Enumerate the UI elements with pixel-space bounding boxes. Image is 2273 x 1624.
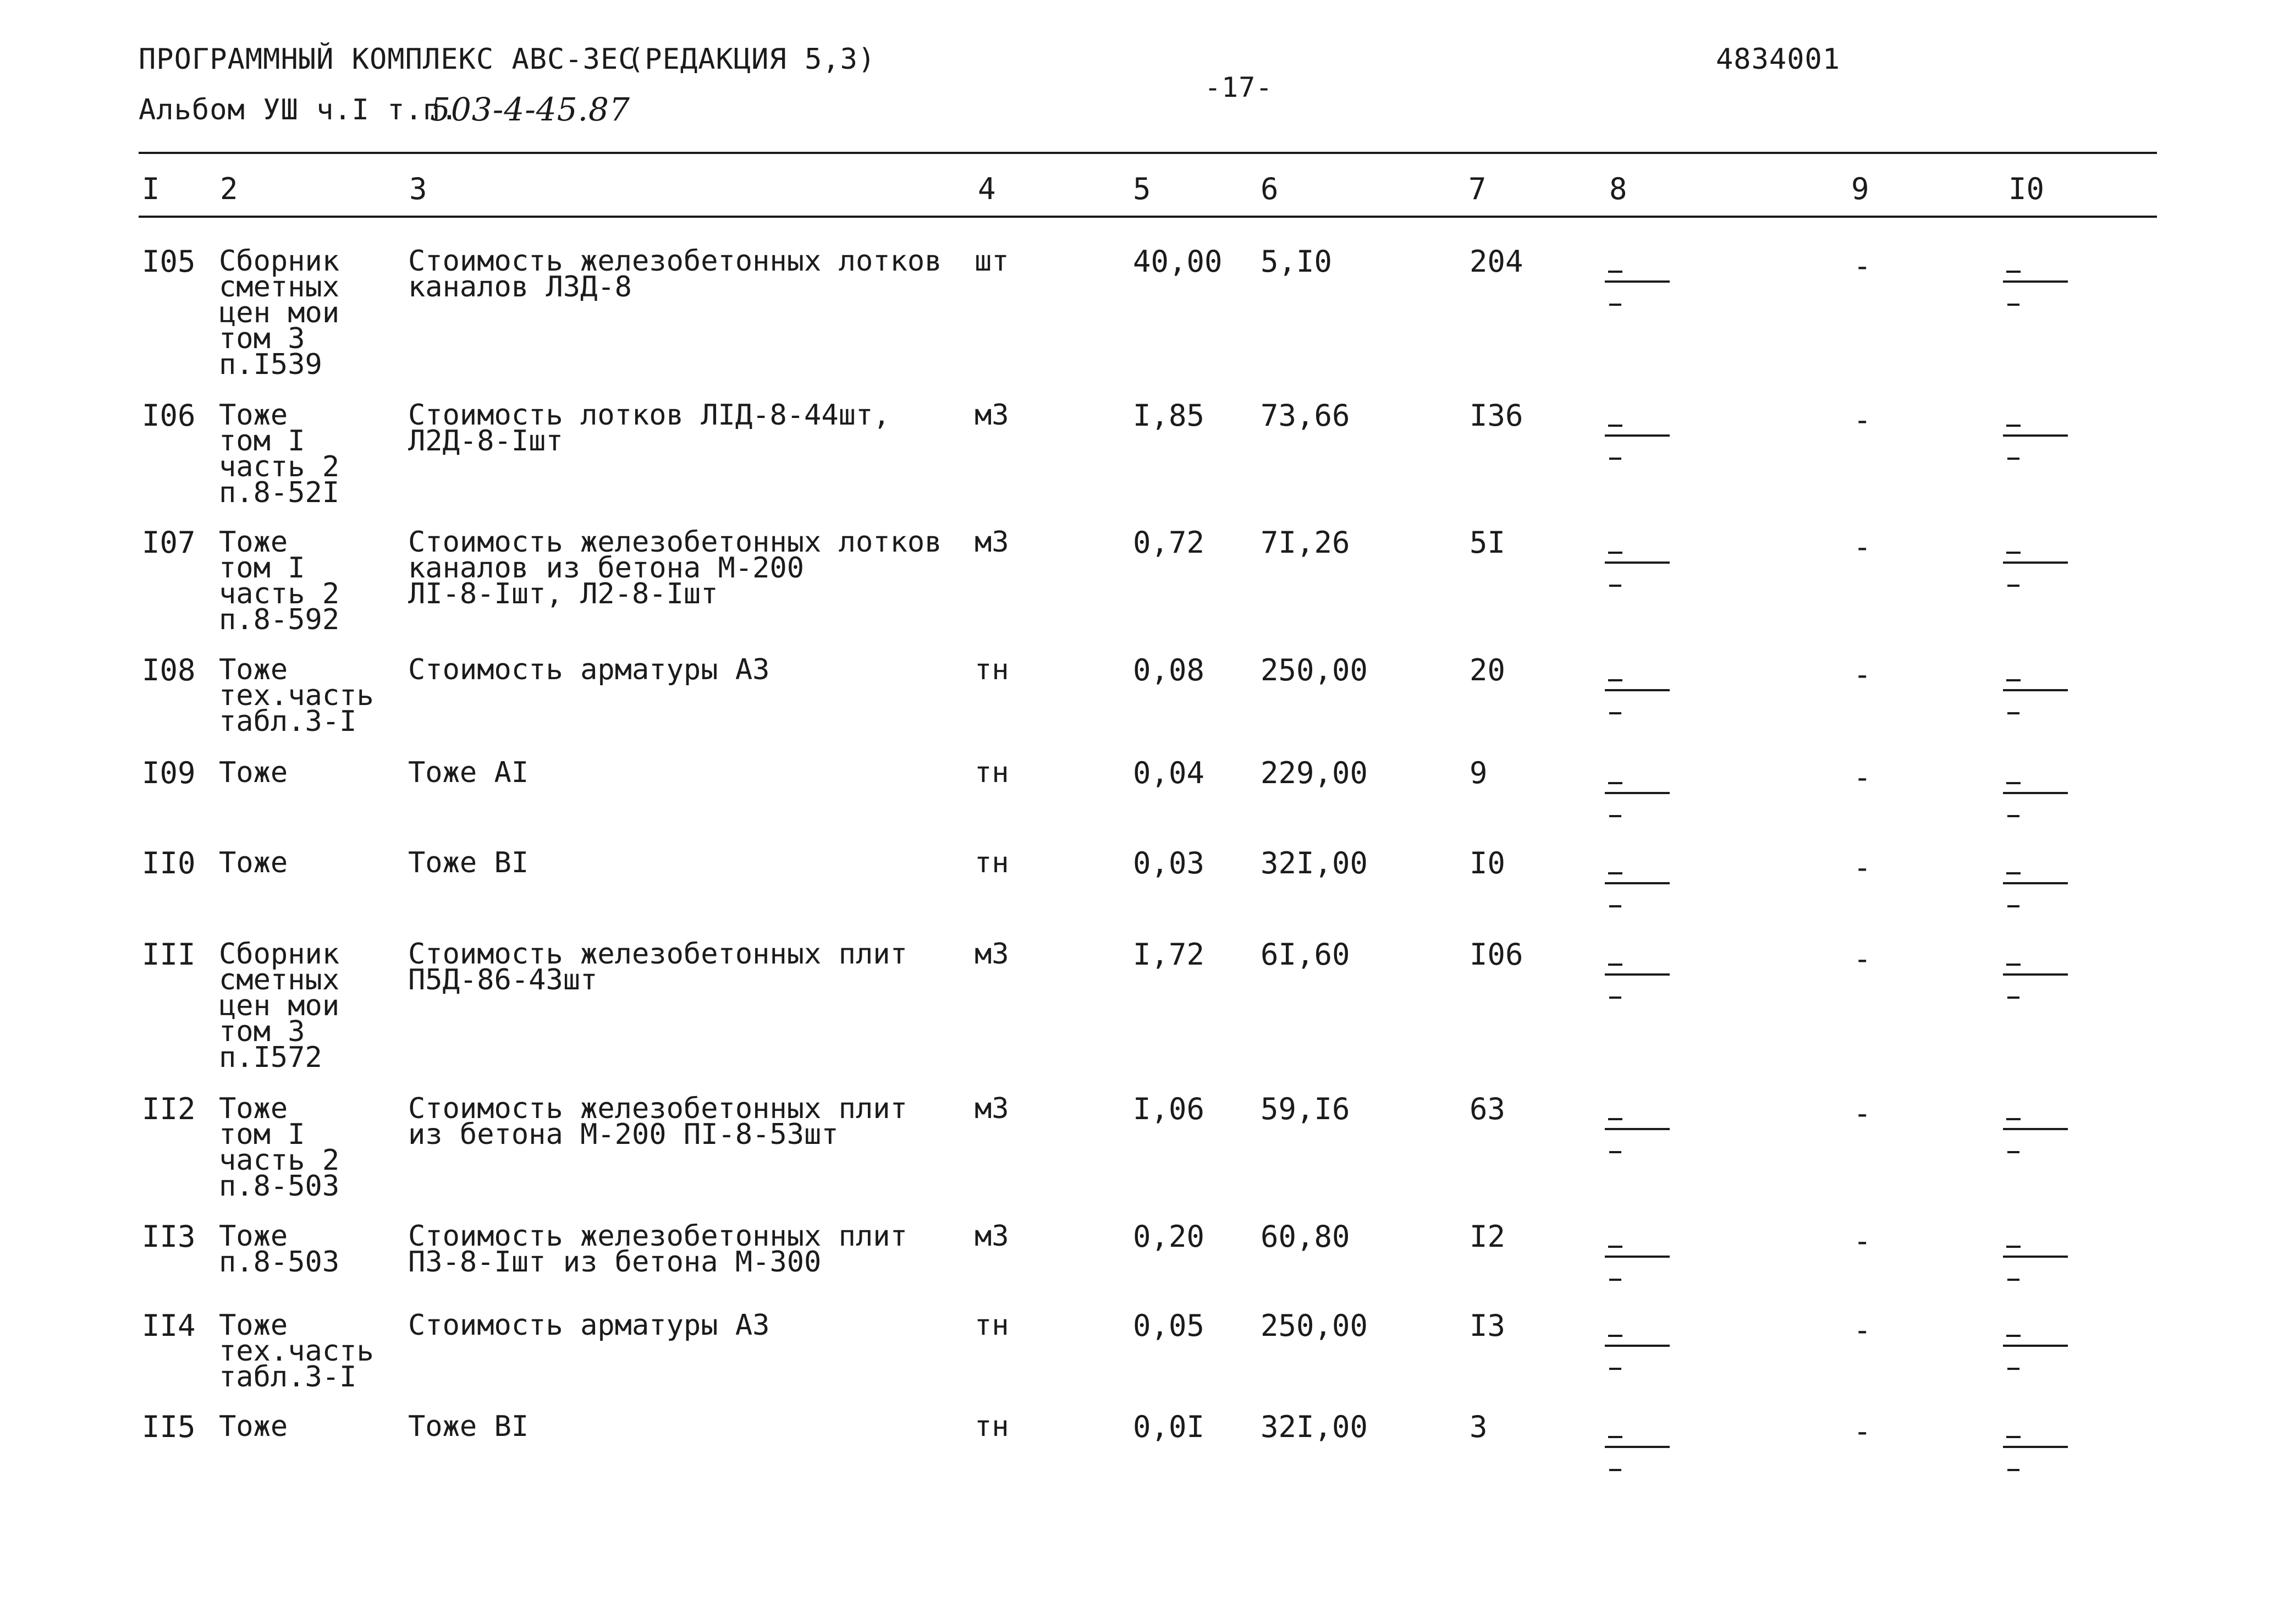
col9-dash: - [1853,403,1872,437]
row-total: I2 [1470,1219,1506,1254]
dash-stroke [2003,1345,2068,1347]
dash-stroke [1605,1256,1670,1258]
row-quantity: 0,08 [1133,653,1205,687]
row-source: Сборник сметных цен мои том 3 п.I539 [219,245,340,381]
table-row [0,1410,2273,1524]
row-unit: тн [975,653,1009,686]
row-quantity: 40,00 [1133,244,1223,279]
dash-stroke [1609,1469,1621,1471]
dash-stroke [1609,905,1621,907]
dash-stroke [2006,271,2021,273]
row-source: Тоже том I часть 2 п.8-503 [219,1092,340,1203]
dash-stroke [1609,458,1621,460]
row-description: Стоимость лотков ЛІД-8-44шт, Л2Д-8-Iшт [408,399,890,458]
row-description: Стоимость железобетонных плит из бетона М-200 ПI-8-53шт [408,1092,907,1151]
table-row [0,937,2273,1074]
row-quantity: 0,0I [1133,1410,1205,1444]
dash-stroke [2006,1118,2021,1120]
col10-ditto-mark [2000,530,2071,590]
dash-stroke [1608,552,1622,554]
row-unit-price: 5,I0 [1261,244,1333,279]
row-quantity: 0,05 [1133,1308,1205,1343]
dash-stroke [2006,1436,2021,1438]
col10-ditto-mark [2000,850,2071,911]
column-header-2: 2 [220,172,238,206]
dash-stroke [1605,792,1670,794]
col8-ditto-mark [1601,760,1673,821]
row-unit: м3 [975,1092,1009,1125]
col10-ditto-mark [2000,1096,2071,1157]
column-header-1: I [142,172,160,206]
column-header-8: 8 [1609,172,1627,206]
row-total: 3 [1470,1410,1488,1444]
col8-ditto-mark [1601,1096,1673,1157]
header-bottom-rule [139,216,2157,218]
dash-stroke [1608,271,1622,273]
dash-stroke [2007,585,2019,587]
col9-dash: - [1853,850,1872,885]
row-unit-price: 60,80 [1261,1219,1350,1254]
dash-stroke [1609,304,1621,306]
row-total: I06 [1470,937,1523,972]
col10-ditto-mark [2000,942,2071,1002]
row-quantity: 0,04 [1133,756,1205,790]
col9-dash: - [1853,942,1872,976]
dash-stroke [2003,1446,2068,1448]
row-description: Стоимость арматуры А3 [408,1309,770,1342]
col8-ditto-mark [1601,942,1673,1002]
dash-stroke [1609,997,1621,999]
column-header-6: 6 [1261,172,1279,206]
col10-ditto-mark [2000,1224,2071,1284]
col10-ditto-mark [2000,657,2071,718]
row-total: 20 [1470,653,1506,687]
row-unit: м3 [975,1220,1009,1253]
row-unit: м3 [975,938,1009,971]
row-unit: тн [975,1309,1009,1342]
col9-dash: - [1853,1414,1872,1449]
row-source: Сборник сметных цен мои том 3 п.I572 [219,938,340,1074]
column-header-10: I0 [2008,172,2045,206]
dash-stroke [2006,872,2021,874]
dash-stroke [2007,815,2019,817]
dash-stroke [1608,1436,1622,1438]
dash-stroke [1605,434,1670,437]
row-quantity: 0,20 [1133,1219,1205,1254]
col10-ditto-mark [2000,760,2071,821]
row-number: II3 [142,1219,196,1254]
row-source: Тоже [219,846,288,879]
header-top-rule [139,152,2157,154]
row-number: I05 [142,244,196,279]
row-number: I06 [142,398,196,433]
dash-stroke [1608,782,1622,784]
row-quantity: 0,03 [1133,846,1205,880]
column-header-5: 5 [1133,172,1151,206]
col8-ditto-mark [1601,657,1673,718]
dash-stroke [1605,561,1670,564]
col9-dash: - [1853,1224,1872,1258]
dash-stroke [1605,1446,1670,1448]
col10-ditto-mark [2000,1414,2071,1474]
col10-ditto-mark [2000,249,2071,309]
row-description: Тоже ВI [408,846,529,879]
col9-dash: - [1853,1096,1872,1131]
column-header-4: 4 [978,172,996,206]
col9-dash: - [1853,249,1872,283]
row-unit: м3 [975,399,1009,432]
row-unit-price: 32I,00 [1261,1410,1368,1444]
dash-stroke [2007,1368,2019,1370]
row-total: I0 [1470,846,1506,880]
row-quantity: I,85 [1133,398,1205,433]
dash-stroke [2003,280,2068,283]
col8-ditto-mark [1601,1224,1673,1284]
dash-stroke [1605,1128,1670,1130]
row-unit-price: 229,00 [1261,756,1368,790]
dash-stroke [1605,689,1670,691]
row-quantity: I,06 [1133,1092,1205,1126]
dash-stroke [2003,434,2068,437]
row-source: Тоже [219,756,288,789]
row-unit: м3 [975,526,1009,559]
dash-stroke [1609,585,1621,587]
row-description: Стоимость арматуры А3 [408,653,770,686]
col8-ditto-mark [1601,850,1673,911]
dash-stroke [2006,964,2021,966]
row-number: I07 [142,525,196,560]
dash-stroke [2003,689,2068,691]
table-row [0,1092,2273,1206]
col9-dash: - [1853,657,1872,692]
dash-stroke [1605,882,1670,884]
row-total: 63 [1470,1092,1506,1126]
col8-ditto-mark [1601,249,1673,309]
row-number: II2 [142,1092,196,1126]
row-description: Стоимость железобетонных плит П3-8-Iшт из бетона М-300 [408,1220,907,1279]
col8-ditto-mark [1601,530,1673,590]
page-number: -17- [1204,71,1273,103]
col8-ditto-mark [1601,1313,1673,1373]
row-source: Тоже тех.часть табл.3-I [219,1309,374,1394]
column-header-3: 3 [409,172,427,206]
row-description: Стоимость железобетонных плит П5Д-86-43шт [408,938,907,997]
row-total: 204 [1470,244,1523,279]
dash-stroke [2003,973,2068,976]
dash-stroke [2007,1469,2019,1471]
dash-stroke [1608,425,1622,427]
row-total: 9 [1470,756,1488,790]
col9-dash: - [1853,1313,1872,1347]
album-label: Альбом УШ ч.I т.п. [139,93,459,126]
document-number: 4834001 [1716,43,1841,76]
dash-stroke [2007,712,2019,714]
row-number: I08 [142,653,196,687]
row-unit: шт [975,245,1009,278]
row-unit-price: 250,00 [1261,1308,1368,1343]
dash-stroke [1608,964,1622,966]
row-source: Тоже том I часть 2 п.8-52I [219,399,340,509]
dash-stroke [2007,905,2019,907]
row-description: Стоимость железобетонных лотков каналов ЛЗД-8 [408,245,942,304]
row-number: I09 [142,756,196,790]
row-number: II5 [142,1410,196,1444]
column-header-7: 7 [1468,172,1487,206]
row-total: 5I [1470,525,1506,560]
row-unit-price: 250,00 [1261,653,1368,687]
table-row [0,1308,2273,1423]
col10-ditto-mark [2000,1313,2071,1373]
row-total: I36 [1470,398,1523,433]
row-unit-price: 6I,60 [1261,937,1350,972]
table-row [0,653,2273,767]
col10-ditto-mark [2000,403,2071,463]
dash-stroke [1605,1345,1670,1347]
dash-stroke [2006,1246,2021,1248]
row-unit-price: 59,I6 [1261,1092,1350,1126]
dash-stroke [1605,280,1670,283]
row-number: II4 [142,1308,196,1343]
dash-stroke [1609,1368,1621,1370]
dash-stroke [1608,1335,1622,1337]
dash-stroke [2003,1256,2068,1258]
col8-ditto-mark [1601,1414,1673,1474]
row-unit-price: 7I,26 [1261,525,1350,560]
dash-stroke [2007,458,2019,460]
row-description: Тоже АI [408,756,529,789]
row-unit: тн [975,756,1009,789]
dash-stroke [2003,1128,2068,1130]
program-title: ПРОГРАММНЫЙ КОМПЛЕКС АВС-ЗЕС [139,43,636,76]
dash-stroke [2003,882,2068,884]
table-row [0,398,2273,513]
col8-ditto-mark [1601,403,1673,463]
row-total: I3 [1470,1308,1506,1343]
dash-stroke [2003,792,2068,794]
dash-stroke [2007,997,2019,999]
dash-stroke [2006,552,2021,554]
table-row [0,525,2273,640]
dash-stroke [1609,1151,1621,1153]
row-number: II0 [142,846,196,880]
dash-stroke [2007,304,2019,306]
dash-stroke [2007,1151,2019,1153]
row-unit-price: 73,66 [1261,398,1350,433]
row-source: Тоже том I часть 2 п.8-592 [219,526,340,636]
dash-stroke [2006,782,2021,784]
row-unit: тн [975,846,1009,879]
dash-stroke [2006,679,2021,681]
row-source: Тоже тех.часть табл.3-I [219,653,374,738]
dash-stroke [1609,815,1621,817]
row-source: Тоже [219,1410,288,1443]
dash-stroke [1608,679,1622,681]
dash-stroke [1609,712,1621,714]
dash-stroke [2007,1279,2019,1281]
row-number: III [142,937,196,972]
table-row [0,244,2273,381]
row-description: Стоимость железобетонных лотков каналов из бетона М-200 ЛI-8-Iшт, Л2-8-Iшт [408,526,942,610]
row-quantity: I,72 [1133,937,1205,972]
edition-label: (РЕДАКЦИЯ 5,3) [627,43,876,76]
row-quantity: 0,72 [1133,525,1205,560]
dash-stroke [2003,561,2068,564]
row-description: Тоже ВI [408,1410,529,1443]
col9-dash: - [1853,760,1872,795]
album-code: 503-4-45.87 [430,91,630,128]
dash-stroke [1609,1279,1621,1281]
dash-stroke [1605,973,1670,976]
row-source: Тоже п.8-503 [219,1220,340,1279]
dash-stroke [1608,1118,1622,1120]
row-unit-price: 32I,00 [1261,846,1368,880]
col9-dash: - [1853,530,1872,564]
dash-stroke [2006,425,2021,427]
dash-stroke [1608,1246,1622,1248]
dash-stroke [1608,872,1622,874]
column-header-9: 9 [1851,172,1869,206]
dash-stroke [2006,1335,2021,1337]
row-unit: тн [975,1410,1009,1443]
